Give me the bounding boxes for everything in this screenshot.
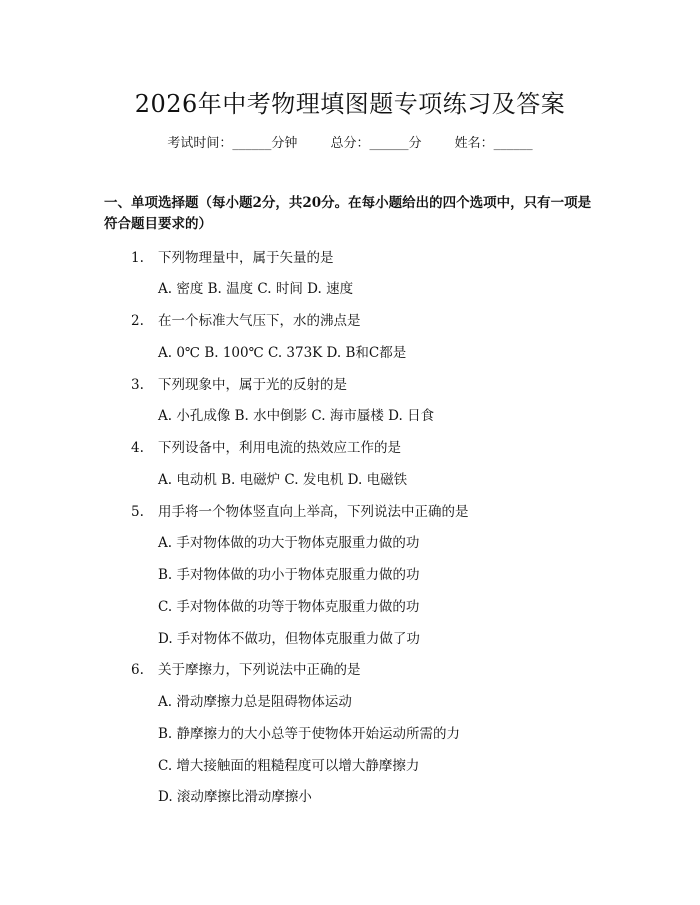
- total-score-label: 总分：______分: [330, 136, 422, 151]
- question-6-option-b: B. 静摩擦力的大小总等于使物体开始运动所需的力: [158, 726, 461, 742]
- question-6-option-a: A. 滑动摩擦力总是阻碍物体运动: [158, 694, 352, 710]
- question-5-option-a: A. 手对物体做的功大于物体克服重力做的功: [158, 535, 420, 551]
- question-number: 3.: [131, 377, 144, 393]
- question-text: 在一个标准大气压下，水的沸点是: [158, 313, 361, 329]
- question-2-options: A. 0℃ B. 100℃ C. 373K D. B和C都是: [158, 345, 407, 361]
- question-number: 5.: [131, 504, 144, 520]
- question-5-option-d: D. 手对物体不做功，但物体克服重力做了功: [158, 631, 420, 647]
- question-6-option-d: D. 滚动摩擦比滑动摩擦小: [158, 789, 312, 805]
- question-5-option-c: C. 手对物体做的功等于物体克服重力做的功: [158, 599, 420, 615]
- question-6-option-c: C. 增大接触面的粗糙程度可以增大静摩擦力: [158, 758, 420, 774]
- exam-info: [0, 132, 700, 151]
- question-text: 关于摩擦力，下列说法中正确的是: [158, 662, 361, 678]
- question-3-options: A. 小孔成像 B. 水中倒影 C. 海市蜃楼 D. 日食: [158, 408, 435, 424]
- question-number: 2.: [131, 313, 144, 329]
- question-text: 用手将一个物体竖直向上举高，下列说法中正确的是: [158, 504, 469, 520]
- question-text: 下列物理量中，属于矢量的是: [158, 250, 334, 266]
- question-5: [131, 500, 469, 520]
- question-text: 下列现象中，属于光的反射的是: [158, 377, 347, 393]
- question-number: 6.: [131, 662, 144, 678]
- question-number: 1.: [131, 250, 144, 266]
- page-title: 2026年中考物理填图题专项练习及答案: [134, 90, 566, 118]
- question-5-option-b: B. 手对物体做的功小于物体克服重力做的功: [158, 567, 420, 583]
- question-4: [131, 436, 401, 456]
- section-heading: 一、单项选择题（每小题2分，共20分。在每小题给出的四个选项中，只有一项是符合题目要求的）: [104, 195, 592, 232]
- question-3: [131, 373, 347, 393]
- question-number: 4.: [131, 440, 144, 456]
- question-text: 下列设备中，利用电流的热效应工作的是: [158, 440, 401, 456]
- question-2: [131, 309, 361, 329]
- student-name-label: 姓名：______: [454, 136, 533, 151]
- question-6: [131, 658, 361, 678]
- question-1: [131, 246, 334, 266]
- exam-time-label: 考试时间：______分钟: [167, 136, 298, 151]
- question-4-options: A. 电动机 B. 电磁炉 C. 发电机 D. 电磁铁: [158, 472, 408, 488]
- question-1-options: A. 密度 B. 温度 C. 时间 D. 速度: [158, 281, 354, 297]
